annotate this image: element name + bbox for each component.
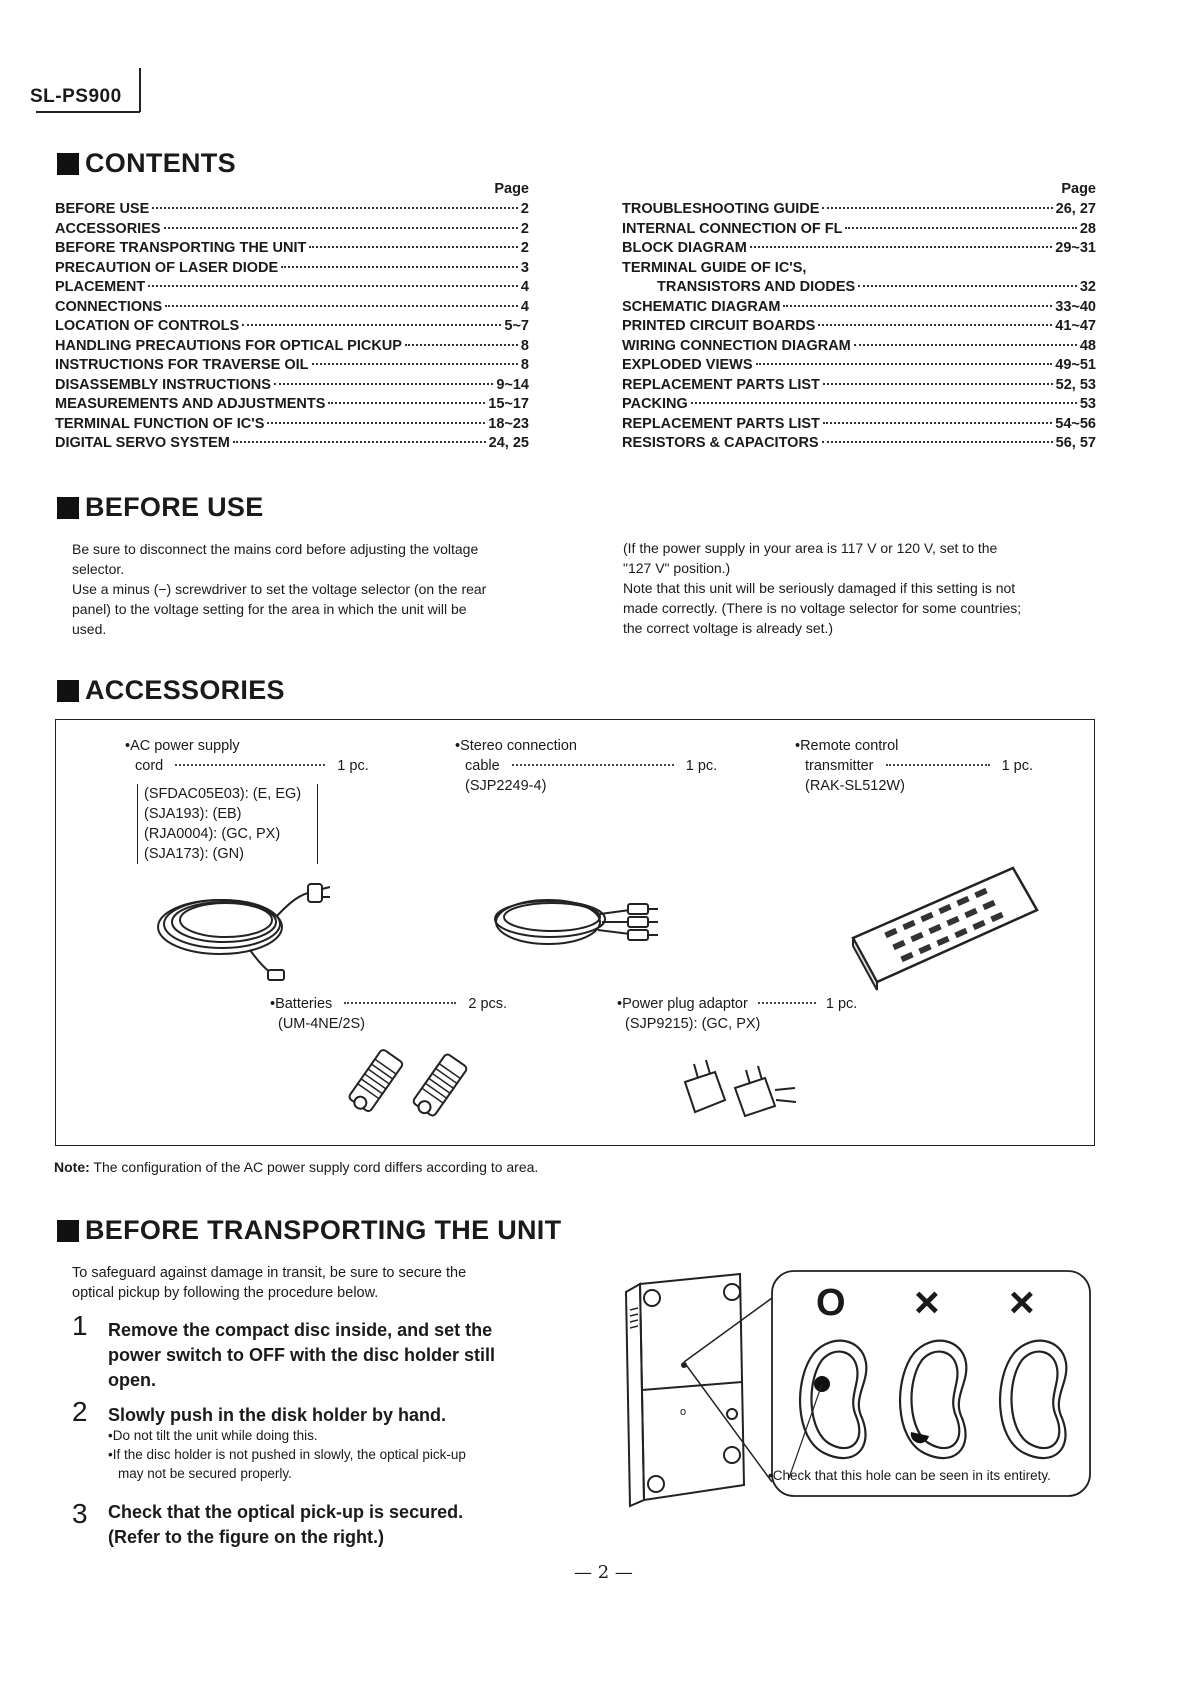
before-use-heading xyxy=(57,492,264,523)
batteries-label xyxy=(270,994,507,1034)
ac-cord-label xyxy=(125,736,369,776)
batteries-qty: 2 pcs. xyxy=(468,996,508,1012)
toc-entry xyxy=(622,435,1096,455)
toc-entry xyxy=(622,221,1096,241)
toc-entry xyxy=(622,240,1096,260)
note-label: Note: xyxy=(54,1159,90,1175)
transport-title: BEFORE TRANSPORTING THE UNIT xyxy=(85,1215,562,1245)
toc-entry xyxy=(55,357,529,377)
leader-dots xyxy=(822,207,1052,209)
toc-entry-page: 4 xyxy=(520,279,529,295)
toc-entry-label: TERMINAL GUIDE OF IC'S, xyxy=(622,259,807,276)
before-use-title: BEFORE USE xyxy=(85,492,264,522)
step-1-number: 1 xyxy=(72,1310,88,1341)
text-line: optical pickup by following the procedure below. xyxy=(72,1285,379,1301)
toc-entry xyxy=(55,338,529,358)
toc-entry xyxy=(55,416,529,436)
toc-entry-label: REPLACEMENT PARTS LIST xyxy=(622,415,820,432)
text-line: (If the power supply in your area is 117 V or 120 V, set to the xyxy=(623,540,998,556)
leader-dots xyxy=(783,305,1052,307)
toc-entry xyxy=(55,299,529,319)
header-rule xyxy=(139,68,141,112)
header-underline xyxy=(36,111,140,113)
leader-dots xyxy=(854,344,1077,346)
toc-entry-page: 9~14 xyxy=(496,376,529,393)
leader-dots xyxy=(758,1002,816,1004)
leader-dots xyxy=(823,422,1052,424)
step-1-text xyxy=(108,1318,548,1393)
toc-entry-page: 8 xyxy=(520,337,529,354)
leader-dots xyxy=(886,764,990,766)
toc-entry-label: INSTRUCTIONS FOR TRAVERSE OIL xyxy=(55,357,309,373)
leader-dots xyxy=(164,227,518,229)
toc-entry xyxy=(622,396,1096,416)
toc-entry-page: 52, 53 xyxy=(1055,376,1096,393)
before-use-left-text xyxy=(72,539,542,639)
bullet-line: may not be secured properly. xyxy=(118,1466,292,1481)
toc-entry-label: LOCATION OF CONTROLS xyxy=(55,318,240,334)
note-text: The configuration of the AC power supply cord differs according to area. xyxy=(93,1159,539,1175)
toc-entry-page: 29~31 xyxy=(1055,240,1096,256)
toc-entry-page: 5~7 xyxy=(504,318,529,334)
leader-dots xyxy=(858,285,1077,287)
leader-dots xyxy=(175,764,325,766)
stereo-cable-qty: 1 pc. xyxy=(685,758,718,774)
toc-entry xyxy=(622,318,1096,338)
toc-right xyxy=(622,181,1096,455)
stereo-cable-name: •Stereo connection xyxy=(455,738,577,754)
toc-entry xyxy=(55,240,529,260)
accessories-note xyxy=(54,1159,538,1175)
text-line: used. xyxy=(72,621,107,637)
leader-dots xyxy=(165,305,518,307)
toc-entry-label: DISASSEMBLY INSTRUCTIONS xyxy=(55,376,271,393)
toc-entry xyxy=(55,221,529,241)
pickup-check-caption: •Check that this hole can be seen in its entirety. xyxy=(768,1468,1051,1483)
toc-entry-label: BEFORE USE xyxy=(55,201,150,217)
toc-entry-label: TRANSISTORS AND DIODES xyxy=(657,279,856,295)
leader-dots xyxy=(405,344,518,346)
leader-dots xyxy=(312,363,518,365)
toc-entry xyxy=(622,260,1096,280)
toc-entry-label: REPLACEMENT PARTS LIST xyxy=(622,376,820,393)
plug-adaptor-part: (SJP9215): (GC, PX) xyxy=(625,1016,761,1032)
leader-dots xyxy=(818,324,1052,326)
ng-mark: × xyxy=(914,1278,940,1327)
text-line: Note that this unit will be seriously damaged if this setting is not xyxy=(623,580,1016,596)
toc-entry xyxy=(55,260,529,280)
step-3-text xyxy=(108,1500,548,1550)
batteries-name: •Batteries xyxy=(270,996,333,1012)
toc-page-label: Page xyxy=(1061,181,1096,197)
step-2-bullets xyxy=(108,1426,548,1483)
toc-entry-page: 2 xyxy=(520,201,529,217)
accessories-heading xyxy=(57,675,285,706)
before-use-right-text xyxy=(623,538,1093,638)
text-line: Remove the compact disc inside, and set the xyxy=(108,1320,493,1340)
toc-entry-page: 41~47 xyxy=(1055,318,1096,334)
toc-entry xyxy=(622,201,1096,221)
toc-entry-page: 8 xyxy=(520,357,529,373)
toc-entry xyxy=(622,377,1096,397)
text-line: Use a minus (−) screwdriver to set the voltage selector (on the rear xyxy=(72,581,487,597)
batteries-part: (UM-4NE/2S) xyxy=(278,1016,366,1032)
toc-entry xyxy=(55,279,529,299)
toc-entry-page: 18~23 xyxy=(488,415,529,432)
bullet-line: •Do not tilt the unit while doing this. xyxy=(108,1428,318,1443)
leader-dots xyxy=(281,266,518,268)
leader-dots xyxy=(750,246,1052,248)
transport-heading xyxy=(57,1215,561,1246)
plug-adaptor-qty: 1 pc. xyxy=(825,996,858,1012)
toc-entry-label: TERMINAL FUNCTION OF IC'S xyxy=(55,415,265,432)
toc-entry-page: 32 xyxy=(1079,279,1096,295)
text-line: To safeguard against damage in transit, be sure to secure the xyxy=(72,1265,467,1281)
toc-entry-page: 33~40 xyxy=(1055,298,1096,315)
toc-entry-label: WIRING CONNECTION DIAGRAM xyxy=(622,337,851,354)
leader-dots xyxy=(691,402,1077,404)
toc-page-label: Page xyxy=(494,181,529,197)
remote-name: •Remote control xyxy=(795,738,899,754)
toc-entry-page: 15~17 xyxy=(488,396,529,412)
bullet-line: •If the disc holder is not pushed in slowly, the optical pick-up xyxy=(108,1447,466,1462)
toc-entry-page: 54~56 xyxy=(1055,415,1096,432)
ac-cord-variants xyxy=(137,784,318,864)
leader-dots xyxy=(344,1002,456,1004)
plug-adaptor-label xyxy=(617,994,857,1034)
stereo-cable-part: (SJP2249-4) xyxy=(465,778,547,794)
stereo-cable-label xyxy=(455,736,717,796)
ac-cord-illustration xyxy=(150,872,330,982)
transport-intro xyxy=(72,1263,542,1303)
leader-dots xyxy=(845,227,1076,229)
ng-mark: × xyxy=(1009,1278,1035,1327)
leader-dots xyxy=(148,285,518,287)
toc-entry-page: 56, 57 xyxy=(1055,435,1096,451)
toc-entry-label: EXPLODED VIEWS xyxy=(622,357,753,373)
ac-cord-name-2: cord xyxy=(135,758,164,774)
remote-part: (RAK-SL512W) xyxy=(805,778,905,794)
text-line: panel) to the voltage setting for the area in which the unit will be xyxy=(72,601,467,617)
heading-square-icon xyxy=(57,1220,79,1242)
toc-entry-label: HANDLING PRECAUTIONS FOR OPTICAL PICKUP xyxy=(55,337,402,354)
remote-name-2: transmitter xyxy=(805,758,874,774)
toc-entry-label: DIGITAL SERVO SYSTEM xyxy=(55,435,230,451)
toc-entry-label: CONNECTIONS xyxy=(55,298,163,315)
heading-square-icon xyxy=(57,497,79,519)
toc-left xyxy=(55,181,529,455)
toc-entry-label: PLACEMENT xyxy=(55,279,146,295)
page-number: — 2 — xyxy=(574,1562,633,1583)
toc-entry-label: BLOCK DIAGRAM xyxy=(622,240,747,256)
toc-entry-label: RESISTORS & CAPACITORS xyxy=(622,435,819,451)
leader-dots xyxy=(152,207,518,209)
leader-dots xyxy=(823,383,1053,385)
leader-dots xyxy=(233,441,486,443)
remote-qty: 1 pc. xyxy=(1001,758,1033,774)
toc-entry-page: 48 xyxy=(1079,337,1096,354)
toc-entry-label: INTERNAL CONNECTION OF FL xyxy=(622,220,843,237)
toc-entry-page: 2 xyxy=(520,220,529,237)
stereo-cable-name-2: cable xyxy=(465,758,500,774)
toc-entry xyxy=(55,318,529,338)
toc-entry-page: 26, 27 xyxy=(1055,201,1096,217)
leader-dots xyxy=(328,402,485,404)
toc-entry-page: 3 xyxy=(520,259,529,276)
text-line: (Refer to the figure on the right.) xyxy=(108,1527,384,1547)
plug-adaptor-illustration xyxy=(680,1060,800,1130)
toc-entry-page: 28 xyxy=(1079,220,1096,237)
toc-entry-page: 53 xyxy=(1079,396,1096,412)
toc-entry-label: PACKING xyxy=(622,396,688,412)
step-2-number: 2 xyxy=(72,1396,88,1427)
svg-text:o: o xyxy=(680,1406,687,1418)
ac-cord-variant: (SJA193): (EB) xyxy=(144,806,242,822)
ac-cord-variant: (RJA0004): (GC, PX) xyxy=(144,826,281,842)
text-line: "127 V" position.) xyxy=(623,560,731,576)
leader-dots xyxy=(822,441,1053,443)
text-line: Be sure to disconnect the mains cord before adjusting the voltage xyxy=(72,541,479,557)
heading-square-icon xyxy=(57,153,79,175)
step-3-number: 3 xyxy=(72,1498,88,1529)
toc-entry xyxy=(622,279,1096,299)
ok-mark: O xyxy=(816,1282,846,1324)
toc-entry-label: ACCESSORIES xyxy=(55,220,161,237)
leader-dots xyxy=(274,383,493,385)
toc-entry-label: SCHEMATIC DIAGRAM xyxy=(622,298,781,315)
remote-illustration xyxy=(845,860,1045,990)
contents-title: CONTENTS xyxy=(85,148,236,178)
leader-dots xyxy=(512,764,674,766)
toc-entry xyxy=(622,357,1096,377)
text-line: power switch to OFF with the disc holder still xyxy=(108,1345,496,1365)
toc-entry-label: MEASUREMENTS AND ADJUSTMENTS xyxy=(55,396,326,412)
ac-cord-qty: 1 pc. xyxy=(337,758,369,774)
leader-dots xyxy=(756,363,1053,365)
toc-entry xyxy=(622,338,1096,358)
toc-entry-page: 2 xyxy=(520,240,529,256)
toc-entry-label: PRINTED CIRCUIT BOARDS xyxy=(622,318,816,334)
toc-entry-label: TROUBLESHOOTING GUIDE xyxy=(622,201,820,217)
contents-heading xyxy=(57,148,236,179)
toc-entry xyxy=(622,299,1096,319)
model-number: SL-PS900 xyxy=(30,86,122,107)
toc-entry-page: 49~51 xyxy=(1055,357,1096,373)
toc-entry xyxy=(55,377,529,397)
batteries-illustration xyxy=(340,1030,490,1130)
text-line: made correctly. (There is no voltage selector for some countries; xyxy=(623,600,1022,616)
heading-square-icon xyxy=(57,680,79,702)
leader-dots xyxy=(309,246,518,248)
toc-entry xyxy=(622,416,1096,436)
stereo-cable-illustration xyxy=(490,884,660,964)
toc-entry-label: PRECAUTION OF LASER DIODE xyxy=(55,259,279,276)
ac-cord-variant: (SFDAC05E03): (E, EG) xyxy=(144,786,302,802)
toc-entry xyxy=(55,396,529,416)
toc-entry xyxy=(55,201,529,221)
accessories-title: ACCESSORIES xyxy=(85,675,285,705)
step-2-text xyxy=(108,1403,548,1428)
toc-entry-page: 24, 25 xyxy=(488,435,529,451)
remote-label xyxy=(795,736,1033,796)
ac-cord-variant: (SJA173): (GN) xyxy=(144,846,244,862)
leader-dots xyxy=(242,324,501,326)
text-line: open. xyxy=(108,1370,156,1390)
toc-entry-label: BEFORE TRANSPORTING THE UNIT xyxy=(55,240,307,256)
plug-adaptor-name: •Power plug adaptor xyxy=(617,996,748,1012)
text-line: Check that the optical pick-up is secured. xyxy=(108,1502,464,1522)
text-line: the correct voltage is already set.) xyxy=(623,620,834,636)
text-line: Slowly push in the disk holder by hand. xyxy=(108,1405,447,1425)
toc-entry-page: 4 xyxy=(520,298,529,315)
leader-dots xyxy=(267,422,485,424)
text-line: selector. xyxy=(72,561,125,577)
toc-entry xyxy=(55,435,529,455)
ac-cord-name: •AC power supply xyxy=(125,738,240,754)
